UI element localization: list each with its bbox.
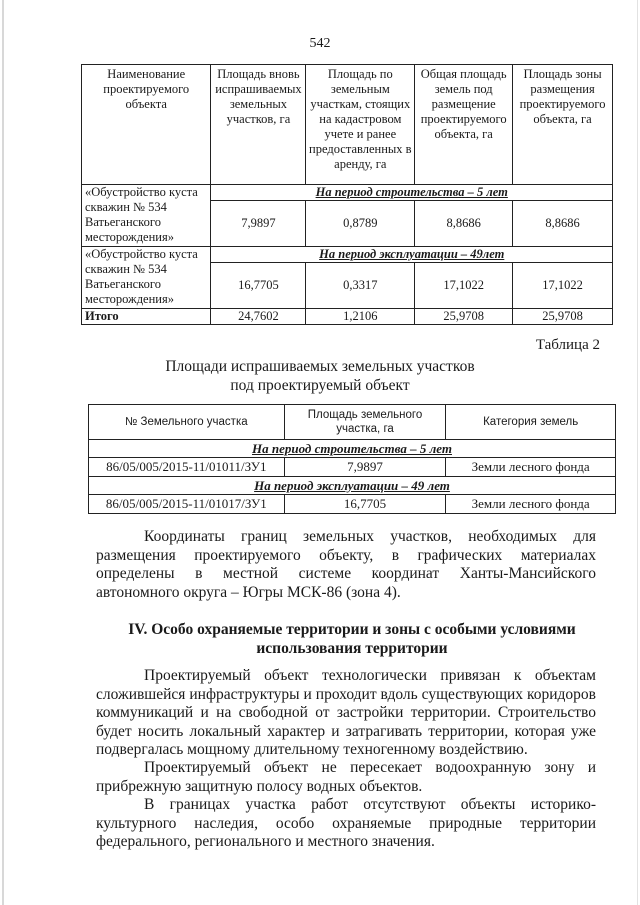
table1-cell: 7,9897 <box>211 201 306 247</box>
scan-right-edge <box>637 0 638 905</box>
table1-header-new-area: Площадь вновь испрашиваемых земельных участков, га <box>211 65 306 185</box>
table1-object-name: «Обустройство куста скважин № 534 Ватьеганского месторождения» <box>82 185 211 247</box>
table2-cell-category: Земли лесного фонда <box>446 495 616 514</box>
table1-header-object: Наименование проектируемого объекта <box>82 65 211 185</box>
table1-header-row <box>82 65 613 185</box>
table2-header-plot-area: Площадь земельного участка, га <box>284 405 446 440</box>
table2-cell-area: 7,9897 <box>284 458 446 477</box>
table1-cell: 16,7705 <box>211 263 306 309</box>
table1-period-label: На период строительства – 5 лет <box>211 185 613 201</box>
table2-cell-category: Земли лесного фонда <box>446 458 616 477</box>
table1-header-zone-area: Площадь зоны размещения проектируемого объекта, га <box>513 65 613 185</box>
table1-cell: 17,1022 <box>513 263 613 309</box>
table2-period-row <box>89 477 616 495</box>
table2-header-plot-number: № Земельного участка <box>89 405 285 440</box>
table2-cell-plot-number: 86/05/005/2015-11/01017/ЗУ1 <box>89 495 285 514</box>
scan-left-edge <box>2 0 4 905</box>
section-paragraph: Проектируемый объект не пересекает водоохранную зону и прибрежную защитную полосу водных объектов. <box>96 759 596 795</box>
coordinates-paragraph: Координаты границ земельных участков, необходимых для размещения проектируемого объекту, в графических материалах определены в местной системе координат Ханты-Мансийского автономного округа – Югры МСК-86 (зона 4). <box>96 528 596 601</box>
table2-data-row <box>89 495 616 514</box>
table1-object-name: «Обустройство куста скважин № 534 Ватьеганского месторождения» <box>82 247 211 309</box>
table-land-areas-by-object <box>81 64 613 325</box>
table1-total-cell: 25,9708 <box>513 309 613 325</box>
table2-header-row <box>89 405 616 440</box>
table1-header-cadastral-area: Площадь по земельным участкам, стоящих на кадастровом учете и ранее предоставленных в аренду, га <box>306 65 415 185</box>
section-paragraph: В границах участка работ отсутствуют объекты историко-культурного наследия, особо охраняемые природные территории федерального, регионального и местного значения. <box>96 796 596 850</box>
page-number: 542 <box>309 36 331 51</box>
table1-period-label: На период эксплуатации – 49лет <box>211 247 613 263</box>
table1-total-cell: 1,2106 <box>306 309 415 325</box>
table2-data-row <box>89 458 616 477</box>
table1-cell: 8,8686 <box>513 201 613 247</box>
table2-period-label: На период строительства – 5 лет <box>89 440 616 458</box>
table2-title-line1: Площади испрашиваемых земельных участков <box>165 358 475 375</box>
table2-cell-area: 16,7705 <box>284 495 446 514</box>
section-heading: IV. Особо охраняемые территории и зоны с особыми условиями использования территории <box>128 621 576 657</box>
table1-period-row <box>82 185 613 201</box>
table2-period-label: На период эксплуатации – 49 лет <box>89 477 616 495</box>
table2-period-row <box>89 440 616 458</box>
table1-cell: 8,8686 <box>415 201 513 247</box>
table1-total-label: Итого <box>82 309 211 325</box>
table2-cell-plot-number: 86/05/005/2015-11/01011/ЗУ1 <box>89 458 285 477</box>
table1-period-row <box>82 247 613 263</box>
section-paragraph: Проектируемый объект технологически привязан к объектам сложившейся инфраструктуры и проходит вдоль существующих коридоров коммуникаций и на свободной от застройки территории. Строительство будет носить локальный характер и затрагивать территории, которая уже подвергалась мощному длительному техногенному воздействию. <box>96 667 596 758</box>
table1-total-cell: 24,7602 <box>211 309 306 325</box>
table1-cell: 0,3317 <box>306 263 415 309</box>
table1-total-row <box>82 309 613 325</box>
table2-title-line2: под проектируемый объект <box>230 377 410 394</box>
table1-total-cell: 25,9708 <box>415 309 513 325</box>
table-land-plots <box>88 404 616 514</box>
table1-header-total-area: Общая площадь земель под размещение проектируемого объекта, га <box>415 65 513 185</box>
table2-header-land-category: Категория земель <box>446 405 616 440</box>
table1-cell: 0,8789 <box>306 201 415 247</box>
table2-caption: Таблица 2 <box>535 337 600 353</box>
table1-cell: 17,1022 <box>415 263 513 309</box>
